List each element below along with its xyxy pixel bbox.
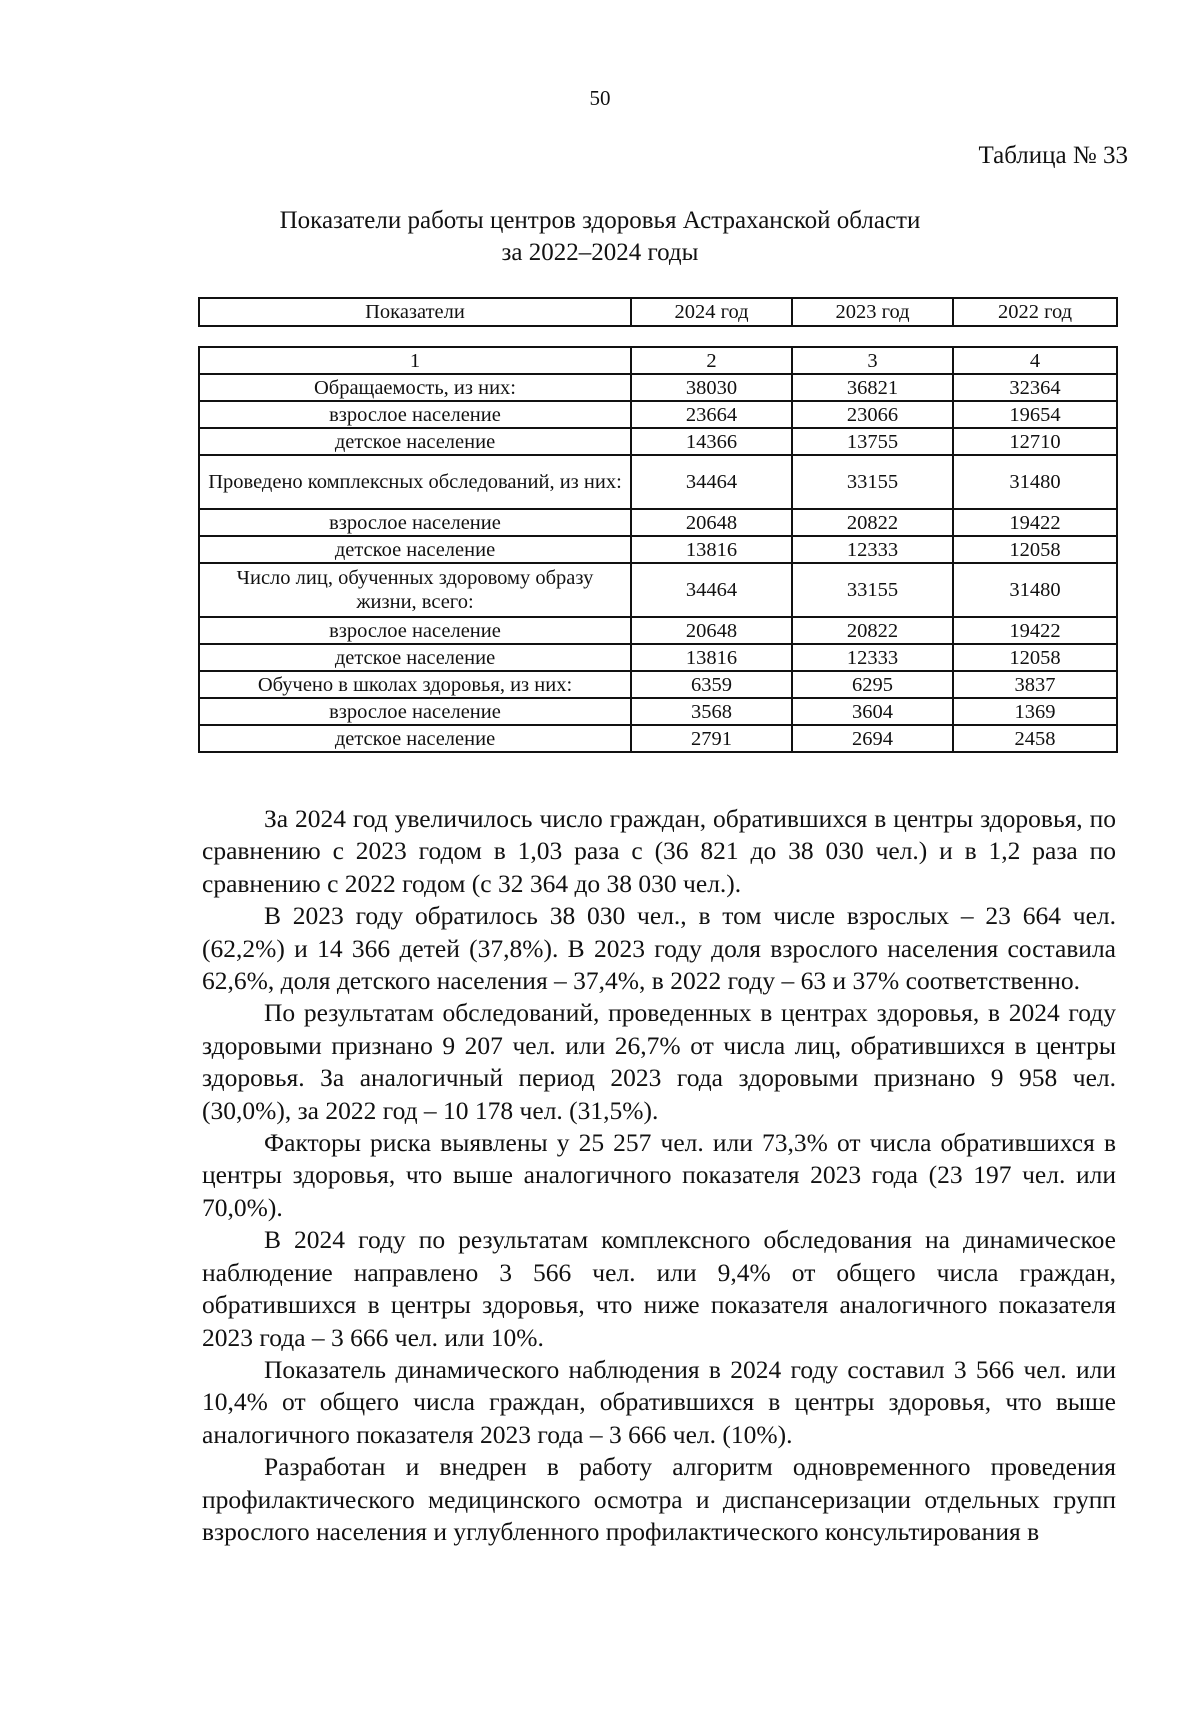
paragraph: В 2024 году по результатам комплексного обследования на динамическое наблюдение направлено 3 566 чел. или 9,4% от общего числа граждан, обратившихся в центры здоровья, что ниже показателя аналогичного показателя 2023 года – 3 666 чел. или 10%.	[202, 1225, 1116, 1352]
paragraph: Факторы риска выявлены у 25 257 чел. или 73,3% от числа обратившихся в центры здоровья, что выше аналогичного показателя 2023 года (23 197 чел. или 70,0%).	[202, 1128, 1116, 1222]
value-cell: 12333	[792, 644, 953, 671]
paragraph: Показатель динамического наблюдения в 2024 году составил 3 566 чел. или 10,4% от общего числа граждан, обратившихся в центры здоровья, что выше аналогичного показателя 2023 года – 3 666 чел. (10%).	[202, 1354, 1116, 1449]
value-cell: 1369	[953, 698, 1117, 725]
table-row	[199, 617, 1117, 644]
value-cell: 19422	[953, 509, 1117, 536]
table-title-line-2: за 2022–2024 годы	[501, 239, 699, 266]
value-cell: 13816	[631, 644, 792, 671]
indicator-cell: взрослое население	[199, 509, 631, 536]
table-row	[199, 644, 1117, 671]
value-cell: 6359	[631, 671, 792, 698]
indicator-cell: Проведено комплексных обследований, из них:	[199, 455, 631, 509]
value-cell: 20648	[631, 509, 792, 536]
table-header	[198, 297, 1118, 327]
value-cell: 12058	[953, 644, 1117, 671]
value-cell: 12058	[953, 536, 1117, 563]
indicator-cell: детское население	[199, 536, 631, 563]
value-cell: 12710	[953, 428, 1117, 455]
value-cell: 33155	[792, 455, 953, 509]
indicator-cell: детское население	[199, 428, 631, 455]
indicator-cell: взрослое население	[199, 698, 631, 725]
value-cell: 23066	[792, 401, 953, 428]
value-cell: 12333	[792, 536, 953, 563]
column-number: 3	[792, 347, 953, 374]
column-number: 4	[953, 347, 1117, 374]
table-row	[199, 698, 1117, 725]
paragraph: В 2023 году обратилось 38 030 чел., в том числе взрослых – 23 664 чел. (62,2%) и 14 366 детей (37,8%). В 2023 году доля взрослого населения составила 62,6%, доля детского населения – 37,4%, в 2022 году – 63 и 37% соответственно.	[202, 901, 1116, 996]
value-cell: 31480	[953, 455, 1117, 509]
table-row	[199, 428, 1117, 455]
value-cell: 32364	[953, 374, 1117, 401]
value-cell: 3837	[953, 671, 1117, 698]
indicator-cell: детское население	[199, 725, 631, 752]
paragraph: За 2024 год увеличилось число граждан, обратившихся в центры здоровья, по сравнению с 2023 годом в 1,03 раза с (36 821 до 38 030 чел.) и в 1,2 раза по сравнению с 2022 годом (с 32 364 до 38 030 чел.).	[202, 804, 1116, 898]
value-cell: 19654	[953, 401, 1117, 428]
value-cell: 13816	[631, 536, 792, 563]
table-row	[199, 401, 1117, 428]
value-cell: 33155	[792, 563, 953, 617]
header-cell: 2022 год	[953, 298, 1117, 326]
header-cell: 2023 год	[792, 298, 953, 326]
body-text	[202, 803, 1116, 1548]
paragraph: По результатам обследований, проведенных в центрах здоровья, в 2024 году здоровыми признано 9 207 чел. или 26,7% от числа лиц, обратившихся в центры здоровья. За аналогичный период 2023 года здоровыми признано 9 958 чел. (30,0%), за 2022 год – 10 178 чел. (31,5%).	[202, 998, 1116, 1125]
value-cell: 20822	[792, 509, 953, 536]
table-row	[199, 509, 1117, 536]
value-cell: 6295	[792, 671, 953, 698]
table-label: Таблица № 33	[978, 142, 1128, 169]
header-cell: 2024 год	[631, 298, 792, 326]
table-row	[199, 671, 1117, 698]
value-cell: 2791	[631, 725, 792, 752]
table-row	[199, 455, 1117, 509]
value-cell: 3568	[631, 698, 792, 725]
indicator-cell: взрослое население	[199, 617, 631, 644]
indicator-cell: детское население	[199, 644, 631, 671]
indicator-cell: Обращаемость, из них:	[199, 374, 631, 401]
header-cell: Показатели	[199, 298, 631, 326]
value-cell: 2694	[792, 725, 953, 752]
value-cell: 31480	[953, 563, 1117, 617]
value-cell: 23664	[631, 401, 792, 428]
value-cell: 14366	[631, 428, 792, 455]
value-cell: 20648	[631, 617, 792, 644]
column-number-row	[199, 347, 1117, 374]
table-row	[199, 374, 1117, 401]
table-row	[199, 536, 1117, 563]
value-cell: 34464	[631, 563, 792, 617]
data-table	[198, 346, 1118, 753]
page-number: 50	[589, 86, 611, 110]
indicator-cell: Обучено в школах здоровья, из них:	[199, 671, 631, 698]
indicator-cell: Число лиц, обученных здоровому образу жизни, всего:	[199, 563, 631, 617]
value-cell: 34464	[631, 455, 792, 509]
table-row	[199, 725, 1117, 752]
value-cell: 38030	[631, 374, 792, 401]
column-number: 2	[631, 347, 792, 374]
value-cell: 3604	[792, 698, 953, 725]
value-cell: 19422	[953, 617, 1117, 644]
value-cell: 2458	[953, 725, 1117, 752]
value-cell: 36821	[792, 374, 953, 401]
value-cell: 13755	[792, 428, 953, 455]
table-title-line-1: Показатели работы центров здоровья Астраханской области	[279, 207, 921, 234]
column-number: 1	[199, 347, 631, 374]
value-cell: 20822	[792, 617, 953, 644]
paragraph: Разработан и внедрен в работу алгоритм одновременного проведения профилактического медицинского осмотра и диспансеризации отдельных групп взрослого населения и углубленного профилактического консультирования в	[202, 1452, 1116, 1546]
table-title	[0, 205, 1200, 269]
indicator-cell: взрослое население	[199, 401, 631, 428]
table-row	[199, 563, 1117, 617]
